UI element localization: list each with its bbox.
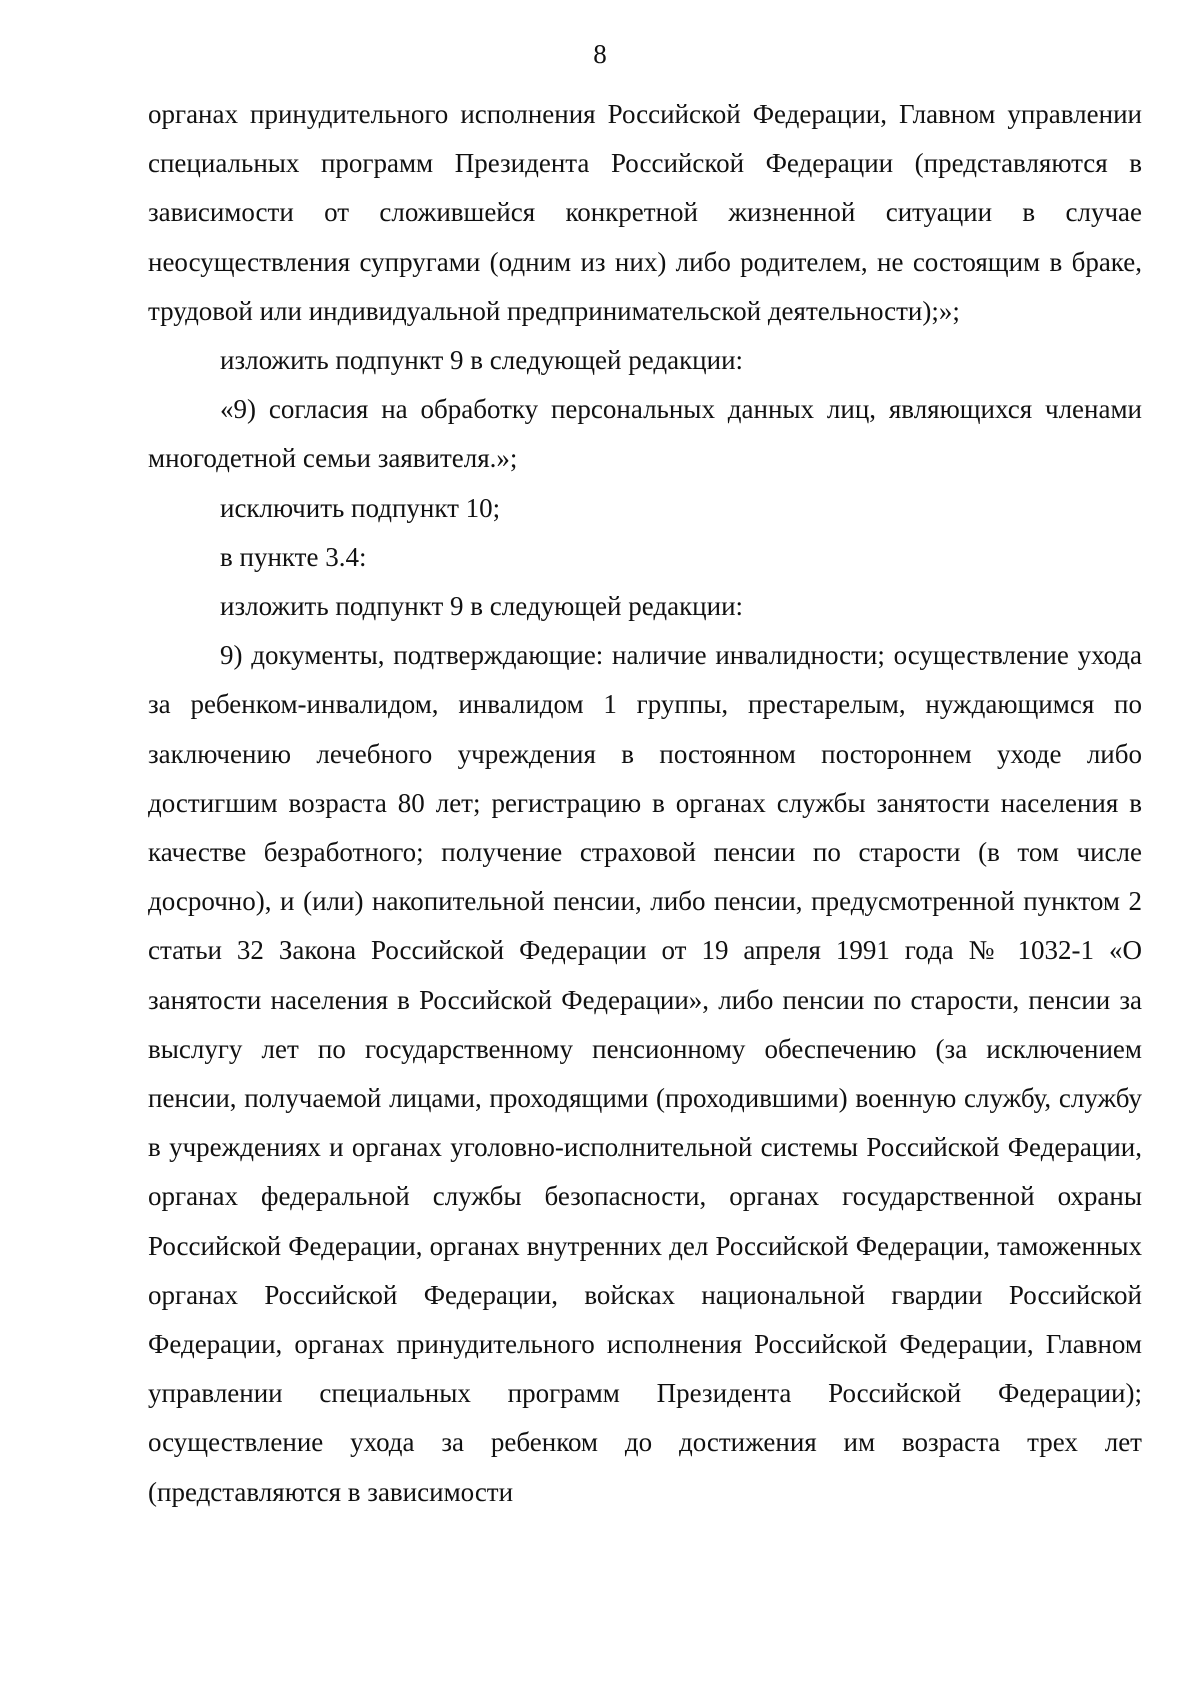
paragraph-continuation: органах принудительного исполнения Российской Федерации, Главном управлении специальных программ Президента Российской Федерации (представляются в зависимости от сложившейся конкретной жизненной ситуации в случае неосуществления супругами (одним из них) либо родителем, не состоящим в браке, трудовой или индивидуальной предпринимательской деятельности);»;	[148, 99, 1142, 326]
paragraph-subpoint-9-text: «9) согласия на обработку персональных данных лиц, являющихся членами многодетной семьи заявителя.»;	[148, 394, 1142, 474]
paragraph-exclude-subpoint-10: исключить подпункт 10;	[220, 492, 501, 523]
paragraph-instruction-subpoint-9: изложить подпункт 9 в следующей редакции:	[220, 345, 744, 376]
document-body	[148, 90, 1142, 1517]
page-number: 8	[593, 39, 607, 69]
paragraph-instruction-subpoint-9-second: изложить подпункт 9 в следующей редакции:	[220, 591, 744, 622]
paragraph-point-3-4: в пункте 3.4:	[220, 541, 367, 572]
paragraph-documents-list: 9) документы, подтверждающие: наличие инвалидности; осуществление ухода за ребенком-инвалидом, инвалидом 1 группы, престарелым, нуждающимся по заключению лечебного учреждения в постоянном постороннем уходе либо достигшим возраста 80 лет; регистрацию в органах службы занятости населения в качестве безработного; получение страховой пенсии по старости (в том числе досрочно), и (или) накопительной пенсии, либо пенсии, предусмотренной пунктом 2 статьи 32 Закона Российской Федерации от 19 апреля 1991 года № 1032-1 «О занятости населения в Российской Федерации», либо пенсии по старости, пенсии за выслугу лет по государственному пенсионному обеспечению (за исключением пенсии, получаемой лицами, проходящими (проходившими) военную службу, службу в учреждениях и органах уголовно-исполнительной системы Российской Федерации, органах федеральной службы безопасности, органах государственной охраны Российской Федерации, органах внутренних дел Российской Федерации, таможенных органах Российской Федерации, войсках национальной гвардии Российской Федерации, органах принудительного исполнения Российской Федерации, Главном управлении специальных программ Президента Российской Федерации); осуществление ухода за ребенком до достижения им возраста трех лет (представляются в зависимости	[148, 640, 1142, 1507]
